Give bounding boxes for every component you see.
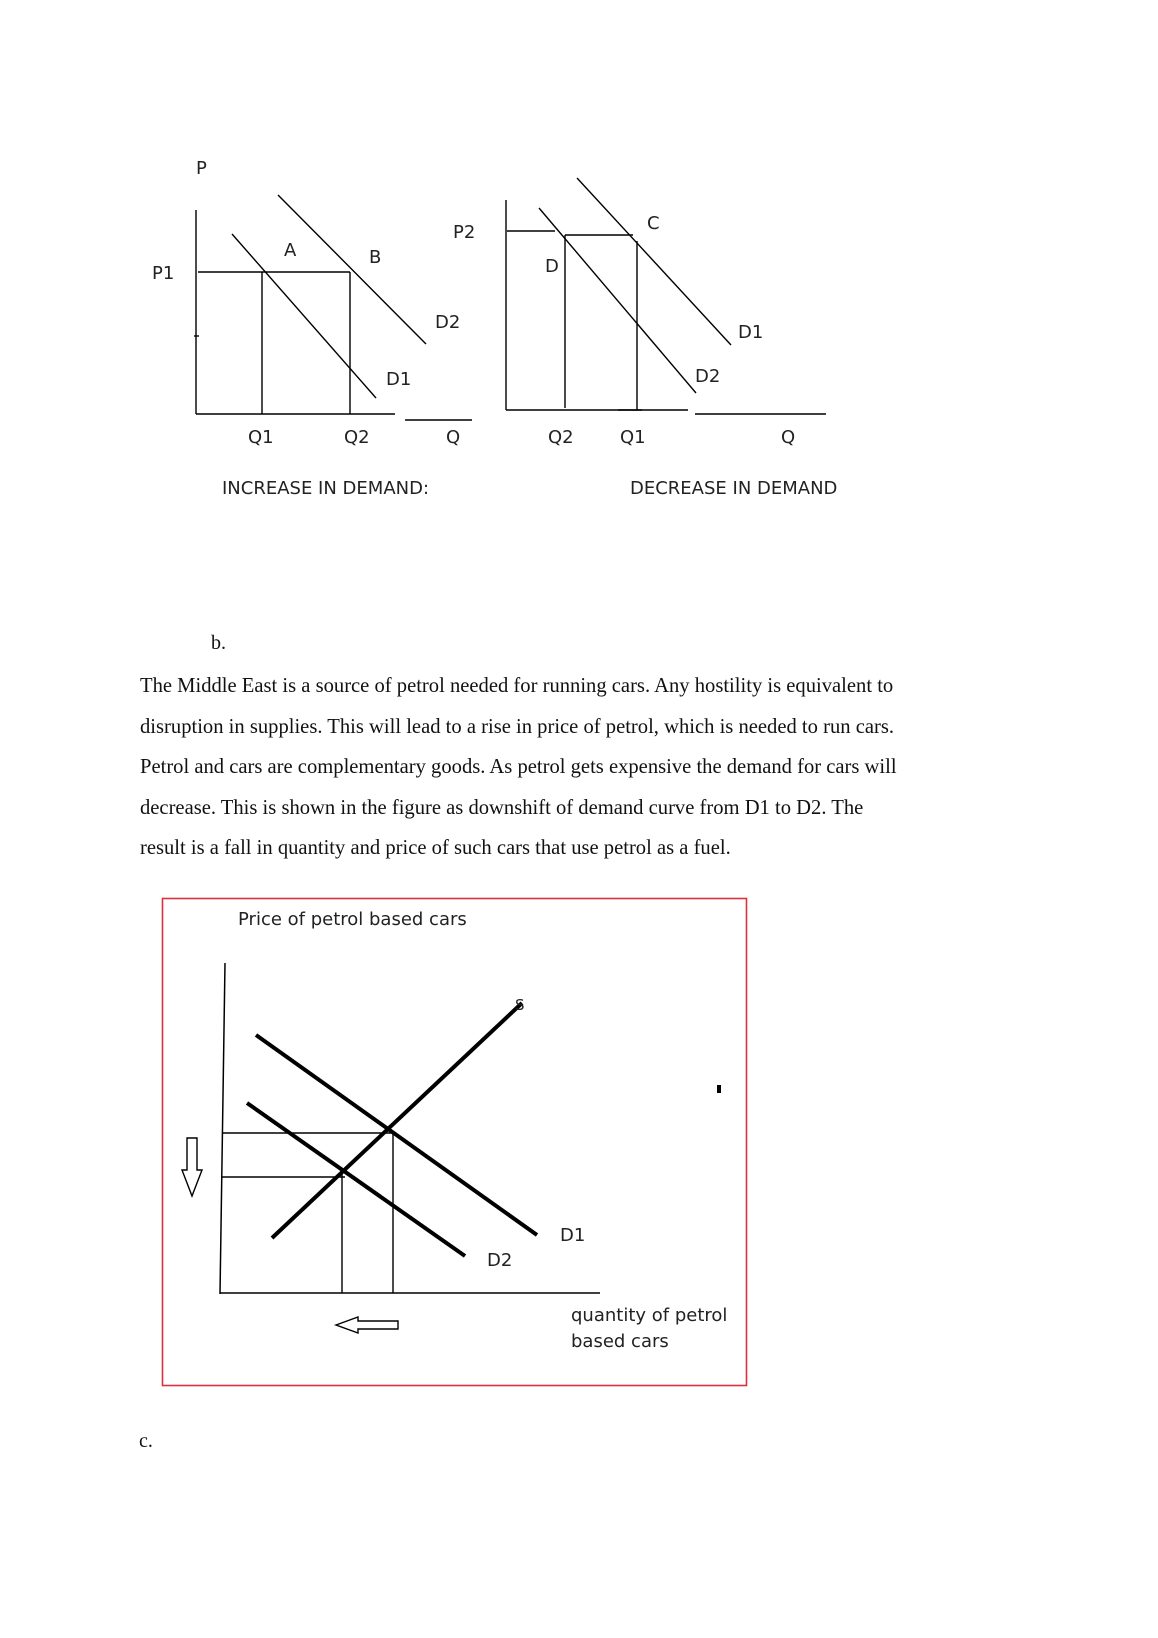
paragraph-line: result is a fall in quantity and price of such cars that use petrol as a fuel. (140, 837, 731, 859)
left-curve-d1: D1 (386, 369, 412, 390)
left-curve-d2: D2 (435, 312, 461, 333)
right-curve-d1: D1 (738, 322, 764, 343)
paragraph-line: Petrol and cars are complementary goods. As petrol gets expensive the demand for cars will (140, 756, 897, 778)
left-price-p1: P1 (152, 263, 175, 284)
right-axis-quantity: Q (781, 427, 796, 448)
d2-label: D2 (487, 1250, 513, 1271)
x-axis-label-line2: based cars (571, 1331, 669, 1352)
section-c-label: c. (139, 1430, 153, 1452)
right-caption: DECREASE IN DEMAND (630, 478, 838, 499)
section-b-label: b. (211, 632, 226, 654)
paragraph-line: The Middle East is a source of petrol needed for running cars. Any hostility is equivalent to (140, 675, 894, 697)
left-axis-price: P (196, 158, 207, 179)
demand-d1-curve (256, 1035, 537, 1235)
left-point-b: B (369, 247, 382, 268)
supply-curve (272, 1003, 522, 1238)
down-arrow-icon (182, 1138, 202, 1196)
supply-label: S (515, 996, 525, 1014)
right-q2: Q2 (548, 427, 574, 448)
d1-label: D1 (560, 1225, 586, 1246)
paragraph-line: decrease. This is shown in the figure as downshift of demand curve from D1 to D2. The (140, 796, 864, 819)
paragraph-line: disruption in supplies. This will lead to a rise in price of petrol, which is needed to run cars. (140, 715, 894, 738)
left-q1: Q1 (248, 427, 274, 448)
right-point-d: D (545, 256, 559, 277)
right-q1: Q1 (620, 427, 646, 448)
right-point-c: C (647, 213, 660, 234)
left-price-p2: P2 (453, 222, 476, 243)
y-axis-label: Price of petrol based cars (238, 909, 467, 930)
y-axis (220, 963, 225, 1294)
right-curve-d2: D2 (695, 366, 721, 387)
left-arrow-icon (336, 1317, 398, 1333)
left-q2: Q2 (344, 427, 370, 448)
x-axis-label-line1: quantity of petrol (571, 1305, 728, 1326)
left-caption: INCREASE IN DEMAND: (222, 478, 430, 499)
left-axis-quantity: Q (446, 427, 461, 448)
left-point-a: A (284, 240, 297, 261)
